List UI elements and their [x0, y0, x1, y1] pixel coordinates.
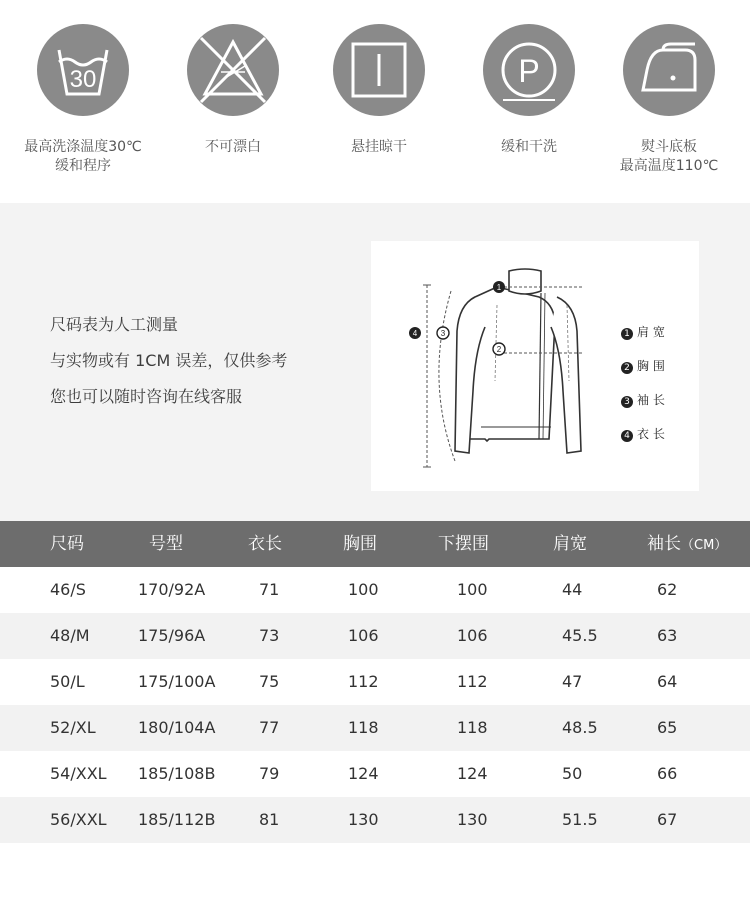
header-sleeve [647, 521, 727, 569]
legend-number: 4 [621, 430, 633, 442]
header-sleeve-label: 袖长 [647, 534, 681, 554]
cell-sleeve: 62 [657, 580, 678, 599]
care-label-hang [304, 138, 454, 157]
iron-icon [623, 24, 715, 116]
measurement-diagram [371, 241, 699, 491]
table-row [0, 797, 750, 843]
cell-shoulder: 48.5 [562, 718, 598, 737]
care-label-iron [594, 138, 744, 176]
marker-3: 3 [440, 329, 446, 338]
table-row [0, 613, 750, 659]
wash-30-icon [37, 24, 129, 116]
cell-chest: 100 [348, 580, 379, 599]
marker-4: 4 [412, 329, 418, 338]
legend-chest [621, 349, 665, 383]
cell-shoulder: 47 [562, 672, 583, 691]
cell-fit: 185/108B [138, 764, 216, 783]
legend-sleeve [621, 383, 665, 417]
cell-shoulder: 44 [562, 580, 583, 599]
cell-chest: 118 [348, 718, 379, 737]
care-label-line: 熨斗底板 [641, 139, 697, 155]
cell-fit: 185/112B [138, 810, 216, 829]
legend-label: 胸 围 [637, 359, 665, 373]
header-fit: 号型 [149, 534, 183, 554]
cell-size: 52/XL [50, 718, 96, 737]
cell-fit: 175/96A [138, 626, 206, 645]
care-label-line: 最高洗涤温度30℃ [24, 139, 142, 155]
cell-sleeve: 63 [657, 626, 678, 645]
legend-shoulder [621, 315, 665, 349]
wash-temp-glyph: 30 [69, 66, 97, 93]
cell-length: 71 [259, 580, 280, 599]
legend-label: 袖 长 [637, 393, 665, 407]
cell-chest: 124 [348, 764, 379, 783]
measurement-legend [621, 315, 665, 451]
cell-hem: 106 [457, 626, 488, 645]
cell-chest: 112 [348, 672, 379, 691]
marker-1: 1 [496, 283, 502, 292]
table-header [0, 521, 750, 567]
table-row [0, 567, 750, 613]
care-item-iron [594, 24, 744, 176]
dry-clean-p-icon [483, 24, 575, 116]
header-shoulder: 肩宽 [553, 534, 587, 554]
care-item-hang [304, 24, 454, 157]
jacket-illustration [371, 241, 611, 491]
care-label-dryclean [454, 138, 604, 157]
cell-size: 46/S [50, 580, 86, 599]
header-unit: （CM） [681, 538, 728, 553]
cell-length: 77 [259, 718, 280, 737]
cell-chest: 106 [348, 626, 379, 645]
care-label-line: 悬挂晾干 [351, 139, 407, 155]
care-instructions [0, 0, 750, 200]
header-chest: 胸围 [343, 534, 377, 554]
cell-size: 48/M [50, 626, 90, 645]
cell-hem: 124 [457, 764, 488, 783]
cell-sleeve: 67 [657, 810, 678, 829]
cell-size: 54/XXL [50, 764, 107, 783]
cell-size: 56/XXL [50, 810, 107, 829]
cell-hem: 118 [457, 718, 488, 737]
cell-length: 73 [259, 626, 280, 645]
legend-number: 1 [621, 328, 633, 340]
care-label-line: 最高温度110℃ [619, 158, 719, 174]
care-label-bleach [158, 138, 308, 157]
marker-2: 2 [496, 345, 502, 354]
size-info-section [0, 203, 750, 521]
legend-label: 肩 宽 [637, 325, 665, 339]
care-label-line: 缓和干洗 [501, 139, 557, 155]
cell-sleeve: 64 [657, 672, 678, 691]
care-item-bleach [158, 24, 308, 157]
cell-hem: 112 [457, 672, 488, 691]
size-table [0, 521, 750, 843]
legend-length [621, 417, 665, 451]
dry-clean-glyph: P [518, 53, 540, 89]
header-size: 尺码 [50, 534, 84, 554]
cell-length: 75 [259, 672, 280, 691]
size-note-line: 您也可以随时咨询在线客服 [50, 387, 243, 406]
header-hem: 下摆围 [438, 534, 489, 554]
table-body [0, 567, 750, 843]
cell-shoulder: 45.5 [562, 626, 598, 645]
hang-dry-icon [333, 24, 425, 116]
cell-length: 79 [259, 764, 280, 783]
cell-fit: 170/92A [138, 580, 206, 599]
size-note [50, 307, 287, 415]
legend-number: 2 [621, 362, 633, 374]
cell-chest: 130 [348, 810, 379, 829]
cell-sleeve: 66 [657, 764, 678, 783]
care-item-dryclean [454, 24, 604, 157]
legend-label: 衣 长 [637, 427, 665, 441]
cell-size: 50/L [50, 672, 85, 691]
cell-length: 81 [259, 810, 280, 829]
cell-hem: 100 [457, 580, 488, 599]
no-bleach-icon [187, 24, 279, 116]
header-length: 衣长 [248, 534, 282, 554]
cell-sleeve: 65 [657, 718, 678, 737]
cell-hem: 130 [457, 810, 488, 829]
table-row [0, 705, 750, 751]
table-row [0, 751, 750, 797]
care-label-line: 不可漂白 [205, 139, 261, 155]
care-label-line: 缓和程序 [55, 158, 111, 174]
table-row [0, 659, 750, 705]
cell-shoulder: 51.5 [562, 810, 598, 829]
cell-fit: 180/104A [138, 718, 216, 737]
size-note-line: 尺码表为人工测量 [50, 315, 179, 334]
care-item-wash [8, 24, 158, 176]
cell-shoulder: 50 [562, 764, 583, 783]
legend-number: 3 [621, 396, 633, 408]
care-label-wash [8, 138, 158, 176]
cell-fit: 175/100A [138, 672, 216, 691]
size-note-line: 与实物或有 1CM 误差，仅供参考 [50, 351, 288, 370]
